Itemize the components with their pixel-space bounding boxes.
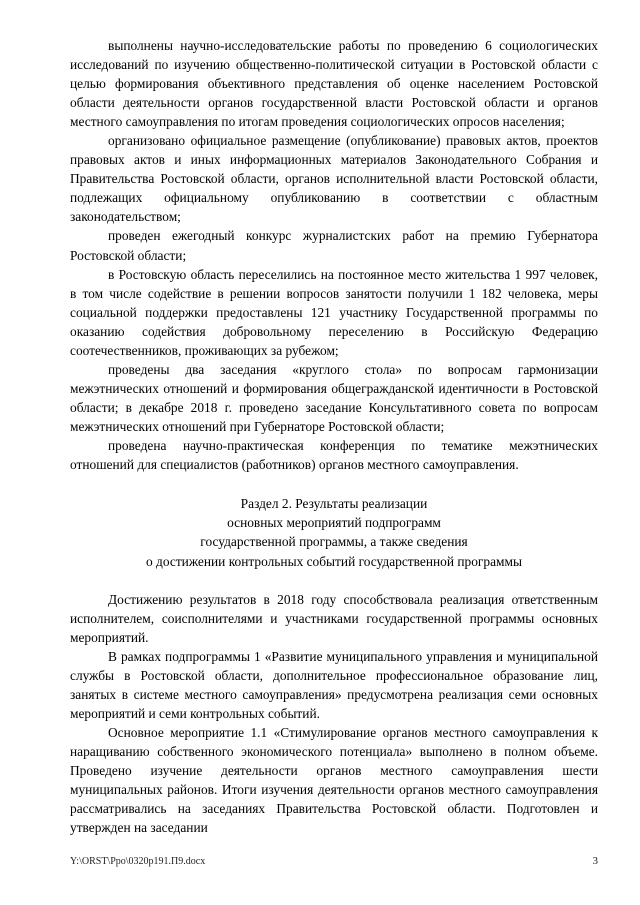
paragraph-research: выполнены научно-исследовательские работы по проведению 6 социологических исследований по изучению общественно-политической ситуации в Ростовской области с целью формирования объективного представления об оценке населением Ростовской области деятельности органов государственной власти Ростовской области и органов местного самоуправления по итогам проведения социологических опросов населения; — [70, 38, 598, 130]
paragraph-contest: проведен ежегодный конкурс журналистских работ на премию Губернатора Ростовской области; — [70, 228, 598, 263]
paragraph-conference: проведена научно-практическая конференция по тематике межэтнических отношений для специалистов (работников) органов местного самоуправления. — [70, 437, 598, 473]
page-number: 3 — [592, 855, 598, 867]
paragraph-subprogram-1: В рамках подпрограммы 1 «Развитие муниципального управления и муниципальной службы в Ростовской области, дополнительное профессиональное образование лиц, занятых в системе местного самоуправления» предусмотрена реализация семи основных мероприятий и семи контрольных событий. — [70, 649, 598, 722]
section-title-line: государственной программы, а также сведения — [200, 534, 468, 550]
paragraph-results-2018: Достижению результатов в 2018 году способствовала реализация ответственным исполнителем, соисполнителями и участниками государственной программы основных мероприятий. — [70, 591, 598, 645]
document-page — [70, 36, 598, 838]
paragraph-publication: организовано официальное размещение (опубликование) правовых актов, проектов правовых актов и иных информационных материалов Законодательного Собрания и Правительства Ростовской области, органов исполнительной власти Ростовской области, подлежащих официальному опубликованию в соответствии с областным законодательством; — [70, 133, 598, 225]
section-title-line: Раздел 2. Результаты реализации — [240, 496, 428, 512]
footer-file-path: Y:\ORST\Ppo\0320p191.П9.docx — [70, 856, 206, 867]
section-title-line: о достижении контрольных событий государственной программы — [145, 553, 522, 569]
paragraph-resettlement: в Ростовскую область переселились на постоянное место жительства 1 997 человек, в том числе содействие в решении вопросов занятости получили 1 182 человека, меры социальной поддержки предоставлены 121 участнику Государственной программы по оказанию содействия добровольному переселению в Российскую Федерацию соотечественников, проживающих за рубежом; — [70, 266, 598, 358]
section-title-line: основных мероприятий подпрограмм — [227, 515, 441, 531]
paragraph-round-table: проведены два заседания «круглого стола» по вопросам гармонизации межэтнических отношений и формирования общегражданской идентичности в Ростовской области; в декабре 2018 г. проведено заседание Консультативного совета по вопросам межэтнических отношений при Губернаторе Ростовской области; — [70, 361, 598, 434]
paragraph-measure-1-1: Основное мероприятие 1.1 «Стимулирование органов местного самоуправления к наращиванию собственного экономического потенциала» выполнено в полном объеме. Проведено изучение деятельности органов местного самоуправления шести муниципальных районов. Итоги изучения деятельности органов местного самоуправления рассматривались на заседаниях Правительства Ростовской области. Подготовлен и утвержден на заседании — [70, 725, 598, 836]
section-title — [70, 494, 598, 571]
